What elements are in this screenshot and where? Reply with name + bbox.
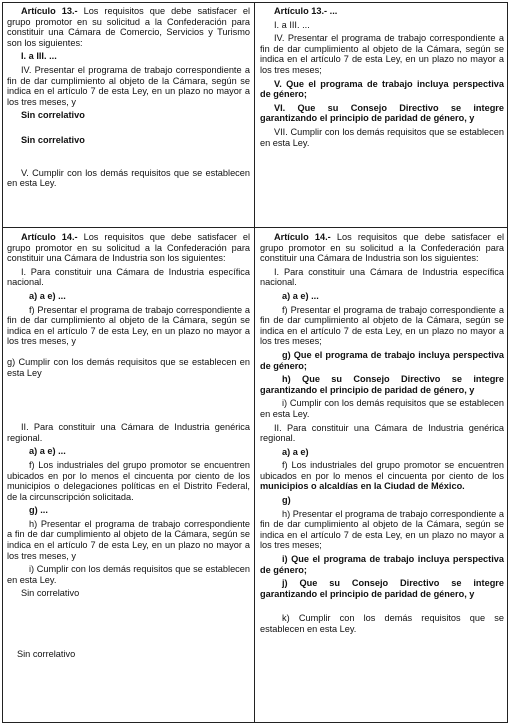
right-art14-inc-g: g) Que el programa de trabajo incluya perspectiva de género;: [260, 349, 504, 371]
right-art14-fr-ii: II. Para constituir una Cámara de Industria genérica regional.: [260, 422, 504, 444]
left-art14-intro: Artículo 14.- Los requisitos que debe satisfacer el grupo promotor en su solicitud a la Confederación para constituir una Cámara de Industria son los siguientes:: [7, 232, 250, 264]
right-art14-inc-ae2: a) a e): [282, 446, 309, 457]
right-art13-fr-iv: IV. Presentar el programa de trabajo correspondiente a fin de dar cumplimiento al objeto de la Cámara, según se indica en el artículo 7 de esta Ley, en un plazo no mayor a los tres meses;: [260, 33, 504, 75]
left-art14-cell: [7, 232, 250, 663]
left-art14-inc-f2: f) Los industriales del grupo promotor se encuentren ubicados en por lo menos el cincuenta por ciento de los municipios o delegaciones políticas en el Distrito Federal, de la circunscripción solicitada.: [7, 459, 250, 502]
left-art13-fr-iv: IV. Presentar el programa de trabajo correspondiente a fin de dar cumplimiento al objeto de la Cámara, según se indica en el artículo 7 de esta Ley, en un plazo no mayor a los tres meses, y: [7, 64, 250, 107]
right-art14-inc-g2: g): [282, 495, 291, 506]
right-art14-inc-h: h) Que su Consejo Directivo se integre garantizando el principio de paridad de género, y: [260, 374, 504, 395]
left-art14-inc-ae2: a) a e) ...: [29, 446, 66, 457]
left-art13-cell: [7, 6, 250, 192]
left-art14-inc-g: g) Cumplir con los demás requisitos que se establecen en esta Ley: [7, 356, 250, 378]
left-art14-inc-g2: g) ...: [29, 505, 48, 516]
left-art13-sin-correlativo-1: Sin correlativo: [21, 110, 85, 121]
left-art14-inc-f: f) Presentar el programa de trabajo correspondiente a fin de dar cumplimiento al objeto de la Cámara, según se indica en el artículo 7 de esta Ley, en un plazo no mayor a los tres meses, y: [7, 304, 250, 347]
right-art14-inc-k: k) Cumplir con los demás requisitos que se establecen en esta Ley.: [260, 613, 504, 634]
right-art14-inc-f: f) Presentar el programa de trabajo correspondiente a fin de dar cumplimiento al objeto de la Cámara, según se indica en el artículo 7 de esta Ley, en un plazo no mayor a los tres meses;: [260, 304, 504, 347]
right-art13-fr-vi: VI. Que su Consejo Directivo se integre garantizando el principio de paridad de género, y: [260, 102, 504, 124]
right-art14-fr-i: I. Para constituir una Cámara de Industria específica nacional.: [260, 266, 504, 288]
right-art13-fr-i-iii: I. a III. ...: [274, 19, 310, 30]
left-art13-intro: Artículo 13.- Los requisitos que debe satisfacer el grupo promotor en su solicitud a la Confederación para constituir una Cámara de Comercio, Servicios y Turismo son los siguientes:: [7, 6, 250, 48]
left-art14-inc-i: i) Cumplir con los demás requisitos que se establecen en esta Ley.: [7, 564, 250, 585]
left-art14-inc-ae: a) a e) ...: [29, 290, 66, 301]
right-art13-intro: Artículo 13.- ...: [274, 6, 338, 16]
left-art14-fr-ii: II. Para constituir una Cámara de Industria genérica regional.: [7, 422, 250, 443]
left-art14-sin-correlativo-1: Sin correlativo: [21, 588, 80, 599]
left-art13-sin-correlativo-2: Sin correlativo: [21, 134, 85, 145]
left-art14-inc-h: h) Presentar el programa de trabajo correspondiente a fin de dar cumplimiento al objeto de la Cámara, según se indica en el artículo 7 de esta Ley, en un plazo no mayor a los tres meses, y: [7, 518, 250, 561]
column-divider: [254, 2, 255, 723]
right-art14-inc-ae: a) a e) ...: [282, 290, 319, 301]
right-art14-cell: [260, 232, 504, 638]
right-art13-fr-vii: VII. Cumplir con los demás requisitos que se establecen en esta Ley.: [260, 126, 504, 148]
left-art14-sin-correlativo-2: Sin correlativo: [17, 649, 76, 660]
right-art14-inc-i: i) Cumplir con los demás requisitos que se establecen en esta Ley.: [260, 398, 504, 419]
right-art13-fr-v: V. Que el programa de trabajo incluya perspectiva de género;: [260, 78, 504, 100]
right-art14-inc-f2: f) Los industriales del grupo promotor se encuentren ubicados en por lo menos el cincuenta por ciento de los municipios o alcaldías en la Ciudad de México.: [260, 460, 504, 492]
left-art13-fr-v: V. Cumplir con los demás requisitos que se establecen en esta Ley.: [7, 167, 250, 189]
left-art14-fr-i: I. Para constituir una Cámara de Industria específica nacional.: [7, 266, 250, 288]
right-art13-cell: [260, 6, 504, 151]
right-art14-intro: Artículo 14.- Los requisitos que debe satisfacer el grupo promotor en su solicitud a la Confederación para constituir una Cámara de Industria son los siguientes:: [260, 232, 504, 264]
left-art13-fr-i-iii: I. a III. ...: [21, 51, 57, 62]
right-art14-inc-i2: i) Que el programa de trabajo incluya perspectiva de género;: [260, 554, 504, 575]
right-art14-inc-j: j) Que su Consejo Directivo se integre garantizando el principio de paridad de género, y: [260, 578, 504, 599]
row-divider: [2, 227, 508, 228]
right-art14-inc-h2: h) Presentar el programa de trabajo correspondiente a fin de dar cumplimiento al objeto de la Cámara, según se indica en el artículo 7 de esta Ley, en un plazo no mayor a los tres meses;: [260, 508, 504, 551]
